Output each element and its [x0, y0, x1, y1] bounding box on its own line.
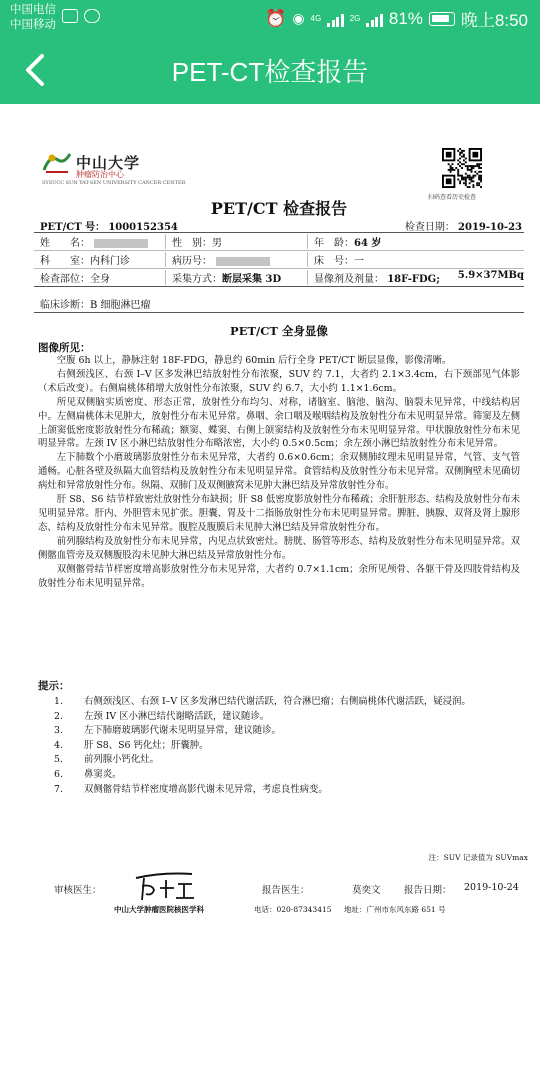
list-item: [54, 783, 524, 798]
hint-text: 肝 S8、S6 钙化灶；肝囊肿。: [84, 739, 209, 751]
list-item: [54, 724, 524, 739]
clock: 晚上8:50: [460, 11, 528, 30]
finding-paragraph: 肝 S8、S6 结节样致密灶放射性分布缺损；肝 S8 低密度影放射性分布稀疏；余肝脏形态、结构及放射性分布未见明显异常。肝内、外胆管未见扩张。胆囊、胃及十二指肠放射性分布未见明显异常。脾脏、胰腺、双肾及肾上腺形态、结构及放射性分布未见异常。腹腔及腹膜后未见肿大淋巴结及异常放射性分布。: [38, 494, 520, 533]
gender-label: 性 别：: [172, 238, 212, 249]
report-date-label: 报告日期：: [404, 885, 452, 896]
hint-text: 左颈 IV 区小淋巴结代谢略活跃，建议随诊。: [84, 710, 270, 722]
hint-text: 鼻窦炎。: [84, 768, 122, 780]
institution: 中山大学肿瘤医院核医学科: [114, 905, 204, 914]
qq-icon: [84, 9, 100, 23]
findings-heading: 图像所见：: [38, 342, 91, 354]
method-label: 采集方式：: [172, 274, 222, 285]
suv-note: 注：SUV 记录值为 SUVmax: [428, 853, 528, 862]
hint-text: 前列腺小钙化灶。: [84, 754, 160, 766]
qr-caption: 扫码查看历史检查: [428, 194, 477, 201]
finding-paragraph: 双侧髂骨结节样密度增高影放射性分布未见异常，大者约 0.7×1.1cm；余所见颅骨、各躯干骨及四肢骨结构及放射性分布未见明显异常。: [38, 563, 520, 589]
section-title: PET/CT 全身显像: [230, 324, 328, 338]
carrier-2: 中国移动: [10, 18, 56, 31]
exam-date: 2019-10-23: [458, 222, 522, 233]
tracer: 18F-FDG;: [387, 274, 440, 285]
patient-info-table: [34, 232, 524, 287]
tracer-label: 显像剂及剂量：: [314, 274, 384, 285]
info-row: [34, 233, 524, 251]
status-right: [265, 6, 528, 31]
logo-title: 中山大学: [76, 154, 141, 172]
diag: B 细胞淋巴瘤: [90, 300, 151, 311]
report-date: 2019-10-24: [464, 882, 519, 893]
petct-no: 1000152354: [108, 222, 178, 233]
eye-icon: ◉: [292, 10, 305, 26]
chart-app-icon: [62, 9, 78, 23]
signal-icon-1: [327, 11, 344, 27]
phone: 电话：020-87343415: [254, 905, 332, 914]
alarm-icon: ⏰: [265, 8, 287, 28]
findings-text: [38, 354, 520, 590]
hint-number: 7.: [54, 783, 63, 795]
app-header: [0, 36, 540, 104]
hint-number: 4.: [54, 739, 63, 751]
logo-emblem-icon: [42, 150, 72, 176]
finding-paragraph: 所见双侧脑实质密度、形态正常，放射性分布均匀、对称，诸脑室、脑池、脑沟、脑裂未见异常，中线结构居中。左侧扁桃体未见肿大，放射性分布未见异常。鼻咽、余口咽及喉咽结构及放射性分布未见明显异常。筛窦及左侧上颌窦低密度影放射性分布稀疏；额窦、蝶窦、右侧上颌窦结构及放射性分布未见明显异常。甲状腺放射性分布未见明显异常。左颈 IV 区小淋巴结放射性分布略浓密，大小约 0.5×0.5cm；余左颈小淋巴结放射性分布未见异常。: [38, 396, 520, 450]
bed-label: 床 号：: [314, 256, 354, 267]
name-label: 姓 名：: [40, 238, 90, 249]
hint-number: 6.: [54, 768, 63, 780]
finding-paragraph: 空腹 6h 以上，静脉注射 18F-FDG，静息约 60min 后行全身 PET/CT 断层显像，影像清晰。: [56, 355, 452, 366]
hint-list: [54, 695, 524, 797]
address: 地址：广州市东风东路 651 号: [344, 905, 446, 914]
reporter-label: 报告医生：: [262, 885, 310, 896]
method: 断层采集 3D: [222, 274, 282, 285]
diag-label: 临床诊断：: [40, 300, 90, 311]
site-label: 检查部位：: [40, 274, 90, 285]
clinical-diagnosis: [40, 296, 151, 311]
age-label: 年 龄：: [314, 238, 354, 249]
notification-icons: [62, 9, 100, 23]
status-bar: [0, 0, 540, 36]
list-item: [54, 710, 524, 725]
logo-english: [42, 180, 185, 186]
list-item: [54, 753, 524, 768]
finding-paragraph: 前列腺结构及放射性分布未见异常，内见点状致密灶。膀胱、肠管等形态、结构及放射性分布未见明显异常。双侧髂血管旁及双侧腹股沟未见肿大淋巴结及异常放射性分布。: [38, 535, 520, 561]
finding-paragraph: 左下肺数个小磨玻璃影放射性分布未见异常，大者约 0.6×0.6cm；余双侧肺纹理未见明显异常，气管、支气管通畅。心脏各壁及纵隔大血管结构及放射性分布未见明显异常。食管结构及放射性分布未见异常。双侧胸壁未见确切病灶和异常放射性分布。纵隔、双肺门及双侧腋窝未见肿大淋巴结及异常放射性分布。: [38, 452, 520, 492]
reviewer-signature-icon: [132, 864, 202, 904]
reporter-name: 莫奕文: [352, 885, 381, 896]
logo-abbr: SYSUCC: [42, 180, 65, 186]
record-label: 病历号：: [172, 256, 212, 267]
age: 64 岁: [354, 238, 382, 249]
signal-icon-2: [366, 11, 383, 27]
logo-subtitle: 肿瘤防治中心: [76, 170, 124, 179]
network-2: 2G: [349, 14, 361, 23]
divider: [34, 312, 524, 313]
report-title: PET/CT 检查报告: [210, 199, 348, 218]
finding-paragraph: 右侧颈浅区、右颈 I–V 区多发淋巴结放射性分布浓聚，SUV 约 7.1，大者约 2.1×3.4cm，右下颈部见气体影（术后改变）。右侧扁桃体稍增大放射性分布浓聚，SUV 约 6.7，大小约 1.1×1.6cm。: [38, 368, 520, 394]
dose: 5.9×37MBq: [457, 270, 524, 281]
hint-number: 5.: [54, 754, 63, 766]
info-row: [34, 269, 524, 286]
site: 全身: [90, 274, 110, 285]
dept: 内科门诊: [90, 256, 130, 267]
exam-date-label: 检查日期：: [404, 222, 455, 233]
hint-number: 3.: [54, 725, 63, 737]
battery-icon: [429, 12, 455, 26]
list-item: [54, 739, 524, 754]
list-item: [54, 695, 524, 710]
hint-heading: 提示：: [38, 680, 70, 692]
hint-text: 右侧颈浅区、右颈 I–V 区多发淋巴结代谢活跃，符合淋巴瘤；右侧扁桃体代谢活跃，疑浸润。: [84, 696, 471, 707]
petct-no-label: PET/CT 号：: [40, 222, 106, 233]
list-item: [54, 768, 524, 783]
bed: 一: [354, 256, 364, 267]
dept-label: 科 室：: [40, 256, 90, 267]
reviewer-label: 审核医生：: [54, 885, 102, 896]
hint-text: 双侧髂骨结节样密度增高影代谢未见异常，考虑良性病变。: [84, 783, 328, 795]
page-title: PET-CT检查报告: [171, 57, 369, 87]
redacted-record-no: [216, 257, 270, 266]
hospital-logo: [42, 150, 186, 190]
info-row: [34, 251, 524, 269]
carrier-info: [10, 3, 56, 32]
redacted-name: [94, 239, 148, 248]
logo-english-name: SUN YAT-SEN UNIVERSITY CANCER CENTER: [65, 180, 186, 186]
hint-number: 1.: [54, 696, 63, 707]
battery-percent: 81%: [388, 8, 423, 28]
hint-number: 2.: [54, 710, 63, 722]
gender: 男: [212, 238, 222, 249]
hint-text: 左下肺磨玻璃影代谢未见明显异常，建议随诊。: [84, 725, 281, 737]
carrier-1: 中国电信: [10, 4, 56, 16]
network-1: 4G: [310, 14, 322, 23]
qr-code-icon[interactable]: [442, 148, 482, 188]
